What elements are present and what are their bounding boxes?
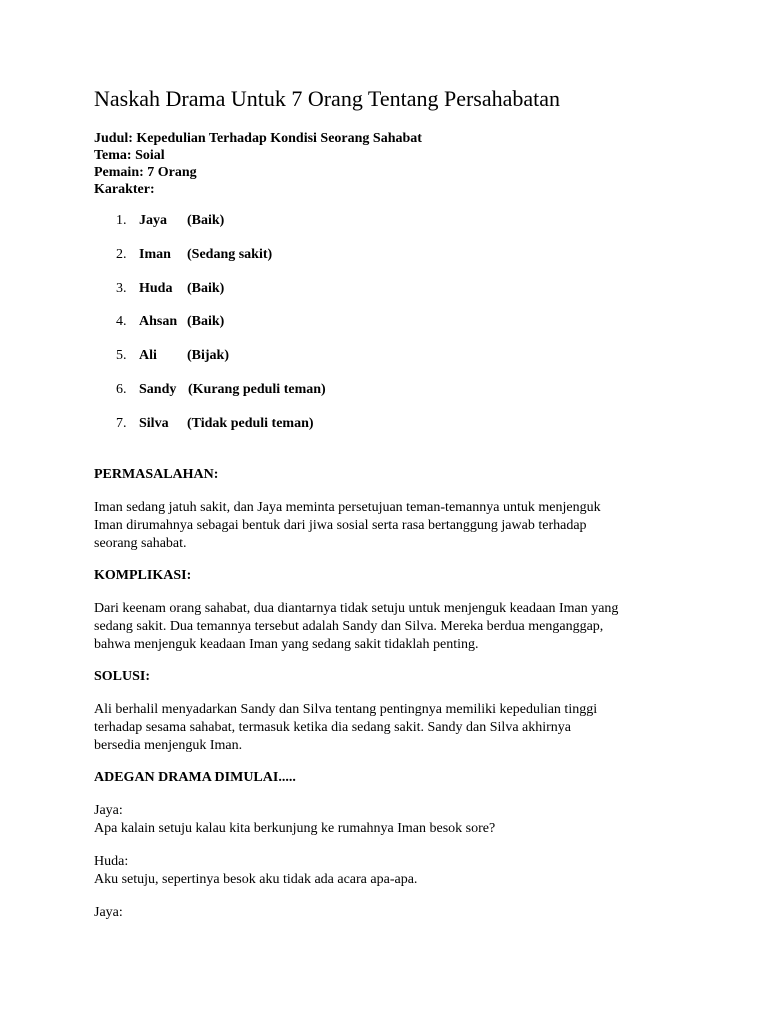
character-item: [116, 246, 326, 280]
meta-block: [94, 130, 422, 198]
character-desc: (Sedang sakit): [187, 246, 273, 262]
section-heading: PERMASALAHAN:: [94, 467, 219, 482]
dialogue-speaker: Huda:: [94, 854, 129, 869]
dialogue-entry: [94, 853, 714, 889]
dialogue-speaker: Jaya:: [94, 803, 123, 818]
character-desc: (Baik): [187, 280, 225, 296]
paragraph-line: Dari keenam orang sahabat, dua diantarnya tidak setuju untuk menjenguk keadaan Iman yang: [94, 601, 619, 616]
character-item: [116, 280, 326, 314]
list-number: 5.: [116, 348, 127, 364]
meta-karakter: Karakter:: [94, 182, 155, 197]
paragraph-line: Ali berhalil menyadarkan Sandy dan Silva tentang pentingnya memiliki kepedulian tinggi: [94, 702, 598, 717]
character-name: Huda: [139, 280, 173, 296]
paragraph-line: sedang sakit. Dua temannya tersebut adalah Sandy dan Silva. Mereka berdua menganggap,: [94, 619, 604, 634]
character-item: [116, 415, 326, 449]
list-number: 2.: [116, 246, 127, 262]
dialogue-entry: [94, 904, 714, 922]
character-item: [116, 347, 326, 381]
section-heading: KOMPLIKASI:: [94, 568, 192, 583]
section-permasalahan: [94, 466, 714, 553]
paragraph-line: seorang sahabat.: [94, 536, 187, 551]
character-name: Ahsan: [139, 314, 178, 330]
paragraph-line: terhadap sesama sahabat, termasuk ketika dia sedang sakit. Sandy dan Silva akhirnya: [94, 720, 572, 735]
character-name: Ali: [139, 348, 157, 364]
section-komplikasi: [94, 567, 714, 654]
paragraph-line: Iman dirumahnya sebagai bentuk dari jiwa sosial serta rasa bertanggung jawab terhadap: [94, 518, 587, 533]
paragraph-line: Iman sedang jatuh sakit, dan Jaya meminta persetujuan teman-temannya untuk menjenguk: [94, 500, 601, 515]
list-number: 1.: [116, 213, 127, 228]
character-item: [116, 313, 326, 347]
section-paragraph: [94, 701, 714, 755]
character-desc: (Baik): [187, 213, 225, 228]
meta-judul: Judul: Kepedulian Terhadap Kondisi Seorang Sahabat: [94, 131, 422, 146]
dialogue-entry: [94, 802, 714, 838]
character-name: Iman: [139, 246, 171, 262]
character-desc: (Baik): [187, 314, 225, 330]
dialogue-speaker: Jaya:: [94, 905, 123, 920]
meta-tema: Tema: Soial: [94, 148, 165, 163]
section-paragraph: [94, 499, 714, 553]
section-paragraph: [94, 600, 714, 654]
character-name: Silva: [139, 415, 169, 431]
character-desc: (Bijak): [187, 348, 229, 364]
paragraph-line: bahwa menjenguk keadaan Iman yang sedang sakit tidaklah penting.: [94, 637, 479, 652]
character-name: Sandy: [139, 381, 177, 397]
list-number: 4.: [116, 314, 127, 330]
section-solusi: [94, 668, 714, 755]
meta-pemain: Pemain: 7 Orang: [94, 165, 197, 180]
document-title: Naskah Drama Untuk 7 Orang Tentang Persahabatan: [94, 86, 561, 111]
section-heading: SOLUSI:: [94, 669, 151, 684]
list-number: 6.: [116, 381, 127, 397]
section-heading: ADEGAN DRAMA DIMULAI.....: [94, 770, 296, 785]
character-desc: (Kurang peduli teman): [188, 381, 326, 397]
dialogue-line: Apa kalain setuju kalau kita berkunjung ke rumahnya Iman besok sore?: [94, 821, 496, 836]
character-desc: (Tidak peduli teman): [187, 415, 314, 431]
character-item: [116, 381, 326, 415]
paragraph-line: bersedia menjenguk Iman.: [94, 738, 243, 753]
character-name: Jaya: [139, 213, 167, 228]
character-list: [116, 212, 326, 449]
list-number: 3.: [116, 280, 127, 296]
dialogue-line: Aku setuju, sepertinya besok aku tidak ada acara apa-apa.: [94, 872, 418, 887]
character-item: [116, 212, 326, 246]
section-adegan: [94, 769, 714, 787]
list-number: 7.: [116, 415, 127, 431]
